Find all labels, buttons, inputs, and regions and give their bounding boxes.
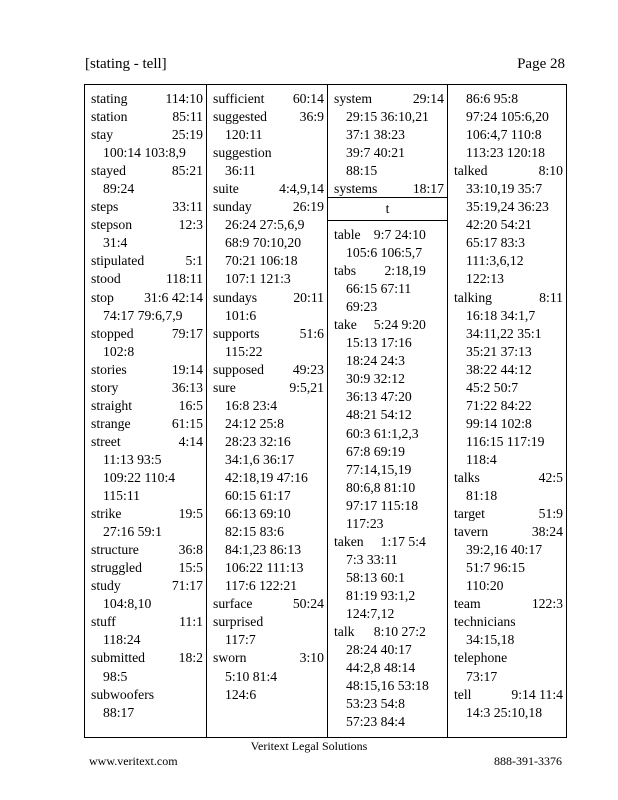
index-page-refs: 50:24 [292,596,324,612]
index-term: system [334,91,373,106]
index-entry [91,613,206,649]
index-entry [91,198,206,216]
index-page-refs: 117:6 122:21 [225,578,298,594]
index-page-refs: 60:3 61:1,2,3 [346,425,419,441]
index-entry [213,289,327,325]
index-term: straight [91,397,133,413]
index-entry [91,433,206,505]
index-page-refs: 29:15 36:10,21 [346,109,429,125]
index-page-refs: 37:1 38:23 [346,127,405,143]
index-term: talked [454,163,488,179]
index-page-refs: 114:10 [165,91,203,106]
index-page-refs: 15:13 17:16 [346,335,412,351]
index-entry [91,415,206,433]
index-entry [91,325,206,361]
index-page-refs: 84:1,23 86:13 [225,542,302,558]
index-entry [91,90,206,108]
index-term: supposed [213,361,264,377]
index-page-refs: 33:10,19 35:7 [466,181,543,197]
index-page-refs: 81:19 93:1,2 [346,587,416,603]
index-entry [91,216,206,252]
index-entry [91,270,206,288]
index-entry [213,613,327,649]
index-page-refs: 109:22 110:4 [103,469,176,485]
index-term: street [91,433,121,449]
index-page-refs: 71:22 84:22 [466,397,532,413]
index-page-refs: 101:6 [225,307,257,323]
index-page-refs: 11:1 [179,614,203,630]
index-term: study [91,578,121,594]
index-column-4 [447,85,566,737]
index-entry [213,180,327,198]
index-entry [454,595,566,613]
index-term: take [334,317,357,333]
index-term: sunday [213,199,252,215]
index-page-refs: 5:10 81:4 [225,668,278,684]
index-entry [454,90,566,162]
index-page-refs: 35:19,24 36:23 [466,199,549,215]
header-range: [stating - tell] [85,56,167,72]
index-page-refs: 124:7,12 [346,605,395,621]
index-page-refs: 71:17 [171,578,203,594]
index-entry [91,289,206,325]
index-entry [454,505,566,523]
index-page-refs: 38:24 [531,524,563,540]
index-page-refs: 70:21 106:18 [225,253,298,269]
index-term: stuff [91,614,116,630]
footer-phone: 888-391-3376 [494,754,562,768]
index-page-refs: 31:4 [103,235,128,251]
index-page-refs: 18:2 [178,650,203,666]
index-page-refs: 24:12 25:8 [225,415,284,431]
index-term: suggested [213,109,267,125]
index-entry [213,90,327,108]
index-page-refs: 9:14 11:4 [511,686,563,702]
index-entry [91,397,206,415]
index-column-1 [85,85,206,737]
index-term: supports [213,325,260,341]
index-page-refs: 80:6,8 81:10 [346,479,416,495]
index-page-refs: 42:5 [538,469,563,485]
index-page-refs: 124:6 [225,686,257,702]
index-page-refs: 5:1 [185,253,203,269]
index-column-2 [206,85,327,737]
index-term: sworn [213,650,247,666]
word-index-table [84,84,567,738]
index-page-refs: 33:11 [172,199,203,215]
index-page-refs: 9:5,21 [289,379,324,395]
index-term: surface [213,596,253,612]
index-page-refs: 107:1 121:3 [225,271,291,287]
index-page-refs: 19:14 [171,361,203,377]
index-term: tavern [454,524,489,540]
index-page-refs: 16:8 23:4 [225,397,278,413]
index-page-refs: 61:15 [171,415,203,431]
index-page-refs: 99:14 102:8 [466,415,532,431]
index-page-refs: 111:3,6,12 [466,253,524,269]
index-page-refs: 39:7 40:21 [346,145,405,161]
index-page-refs: 57:23 84:4 [346,714,405,730]
index-entry [334,180,447,198]
index-page-refs: 106:22 111:13 [225,560,304,576]
index-term: telephone [454,650,508,666]
index-term: suite [213,181,239,197]
index-entry [334,316,429,533]
index-page-refs: 110:20 [466,578,504,594]
index-page-refs: 85:21 [171,163,203,179]
index-term: stopped [91,325,134,341]
index-page-refs: 15:5 [178,560,203,576]
index-page-refs: 88:15 [346,163,378,179]
index-page-refs: 8:10 27:2 [373,624,426,640]
index-page-refs: 3:10 [299,650,324,666]
index-page-refs: 8:10 [538,163,563,179]
index-page-refs: 7:3 33:11 [346,551,398,567]
index-entry [213,649,327,703]
index-entry [454,686,566,722]
index-page-refs: 116:15 117:19 [466,433,545,449]
index-page-refs: 100:14 103:8,9 [103,145,186,161]
index-term: systems [334,181,378,197]
index-page-refs: 36:9 [299,109,324,125]
index-term: subwoofers [91,686,155,702]
index-entry [454,289,566,469]
index-entry [213,108,327,144]
index-page-refs: 44:2,8 48:14 [346,660,416,676]
index-page-refs: 19:5 [178,506,203,522]
index-entry [454,162,566,288]
index-page-refs: 20:11 [293,289,324,305]
index-entry [91,252,206,270]
index-page-refs: 118:11 [165,271,203,287]
index-term: stepson [91,217,133,233]
index-term: strike [91,506,122,522]
index-page-refs: 117:23 [346,515,384,531]
index-entry [454,649,566,685]
index-page-refs: 14:3 25:10,18 [466,704,543,720]
index-entry [213,361,327,379]
index-page-refs: 106:4,7 110:8 [466,127,542,143]
index-page-refs: 66:13 69:10 [225,506,291,522]
index-page-refs: 113:23 120:18 [466,145,545,161]
index-term: sundays [213,289,258,305]
index-term: team [454,596,481,612]
index-page-refs: 39:2,16 40:17 [466,542,543,558]
section-letter: t [328,197,447,221]
index-page-refs: 118:24 [103,632,141,648]
index-page-refs: 48:21 54:12 [346,407,412,423]
index-page-refs: 77:14,15,19 [346,461,412,477]
index-page-refs: 102:8 [103,343,135,359]
index-entry [334,533,429,623]
index-page-refs: 104:8,10 [103,596,152,612]
index-entry [91,126,206,162]
index-page-refs: 97:17 115:18 [346,497,419,513]
index-page-refs: 16:5 [178,397,203,413]
index-page-refs: 2:18,19 [384,263,426,279]
index-page-refs: 9:7 24:10 [373,227,426,242]
index-page-refs: 31:6 42:14 [144,289,203,305]
index-page-refs: 36:13 47:20 [346,389,412,405]
index-page-refs: 42:20 54:21 [466,217,532,233]
index-page-refs: 35:21 37:13 [466,343,532,359]
index-page-refs: 36:13 [171,379,203,395]
index-page-refs: 48:15,16 53:18 [346,678,429,694]
index-page-refs: 25:19 [171,127,203,143]
index-term: stood [91,271,121,287]
index-page-refs: 58:13 60:1 [346,569,405,585]
index-term: structure [91,542,139,558]
index-entry [454,613,566,649]
index-page-refs: 26:24 27:5,6,9 [225,217,305,233]
index-term: suggestion [213,145,272,161]
index-page-refs: 60:15 61:17 [225,488,291,504]
index-page-refs: 28:23 32:16 [225,433,291,449]
index-page-refs: 118:4 [466,451,497,467]
index-entry [91,361,206,379]
index-page-refs: 69:23 [346,299,378,315]
index-page-refs: 18:24 24:3 [346,353,405,369]
index-term: stayed [91,163,126,179]
index-term: table [334,227,361,242]
index-entry [91,108,206,126]
index-page-refs: 27:16 59:1 [103,524,162,540]
index-page-refs: 117:7 [225,632,256,648]
index-page-refs: 85:11 [172,109,203,125]
index-page-refs: 120:11 [225,127,263,143]
index-term: stay [91,127,114,143]
index-page-refs: 45:2 50:7 [466,379,519,395]
index-term: stipulated [91,253,145,269]
index-page-refs: 38:22 44:12 [466,361,532,377]
index-entry [91,686,206,722]
index-entry [213,325,327,361]
index-entry [334,623,429,731]
index-page-refs: 30:9 32:12 [346,371,405,387]
index-term: steps [91,199,119,215]
index-term: station [91,109,128,125]
index-page-refs: 105:6 106:5,7 [346,245,423,261]
index-entry [91,162,206,198]
index-page-refs: 4:4,9,14 [279,181,324,197]
index-entry [213,198,327,288]
index-entry [334,226,429,262]
index-entry [213,595,327,613]
index-term: talks [454,469,480,485]
index-entry [213,379,327,596]
index-page-refs: 34:1,6 36:17 [225,451,295,467]
index-page-refs: 81:18 [466,488,498,504]
index-term: tell [454,686,472,702]
index-entry [91,577,206,613]
index-page-refs: 29:14 [412,91,444,106]
index-entry [91,649,206,685]
index-entry [91,379,206,397]
index-page-refs: 34:11,22 35:1 [466,325,542,341]
index-entry [334,90,447,180]
index-page-refs: 1:17 5:4 [380,533,426,549]
index-page-refs: 28:24 40:17 [346,642,412,658]
index-page-refs: 12:3 [178,217,203,233]
index-page-refs: 42:18,19 47:16 [225,469,308,485]
index-page-refs: 49:23 [292,361,324,377]
index-page-refs: 4:14 [178,433,203,449]
index-page-refs: 34:15,18 [466,632,515,648]
index-entry [334,262,429,316]
index-term: strange [91,415,131,431]
index-page-refs: 79:17 [171,325,203,341]
index-term: talking [454,289,493,305]
index-page-refs: 18:17 [412,181,444,197]
index-column-3 [327,85,447,737]
index-entry [454,469,566,505]
index-page-refs: 36:8 [178,542,203,558]
index-page-refs: 122:13 [466,271,505,287]
index-page-refs: 68:9 70:10,20 [225,235,302,251]
index-page-refs: 97:24 105:6,20 [466,109,549,125]
index-page-refs: 98:5 [103,668,128,684]
index-page-refs: 66:15 67:11 [346,281,412,297]
page-number: Page 28 [517,56,565,72]
index-entry [91,541,206,559]
index-term: submitted [91,650,145,666]
index-page-refs: 74:17 79:6,7,9 [103,307,183,323]
index-term: struggled [91,560,142,576]
index-page-refs: 89:24 [103,181,135,197]
index-term: surprised [213,614,264,630]
index-term: talk [334,624,355,640]
footer-company: Veritext Legal Solutions [250,739,368,753]
index-page-refs: 122:3 [531,596,563,612]
index-page-refs: 36:11 [225,163,256,179]
index-term: taken [334,533,364,549]
index-page-refs: 51:7 96:15 [466,560,525,576]
index-page-refs: 67:8 69:19 [346,443,405,459]
index-term: technicians [454,614,516,630]
index-page-refs: 82:15 83:6 [225,524,284,540]
index-term: stop [91,289,114,305]
index-entry [454,523,566,595]
index-term: tabs [334,263,357,279]
index-page-refs: 115:11 [103,488,141,504]
index-page-refs: 115:22 [225,343,263,359]
index-page-refs: 53:23 54:8 [346,696,405,712]
index-page-refs: 11:13 93:5 [103,451,162,467]
index-page-refs: 51:9 [538,506,563,522]
index-term: stories [91,361,127,377]
index-page-refs: 88:17 [103,704,135,720]
index-page-refs: 8:11 [539,289,563,305]
index-entry [213,144,327,180]
index-page-refs: 26:19 [292,199,324,215]
index-page-refs: 16:18 34:1,7 [466,307,536,323]
index-term: story [91,379,119,395]
index-page-refs: 73:17 [466,668,498,684]
index-entry [91,505,206,541]
footer-website: www.veritext.com [89,754,178,768]
index-page-refs: 60:14 [292,91,324,106]
index-page-refs: 5:24 9:20 [373,317,426,333]
index-page-refs: 86:6 95:8 [466,91,519,106]
index-page-refs: 65:17 83:3 [466,235,525,251]
index-term: sure [213,379,236,395]
index-page-refs: 51:6 [299,325,324,341]
index-term: stating [91,91,128,106]
index-entry [91,559,206,577]
index-term: sufficient [213,91,265,106]
index-term: target [454,506,485,522]
